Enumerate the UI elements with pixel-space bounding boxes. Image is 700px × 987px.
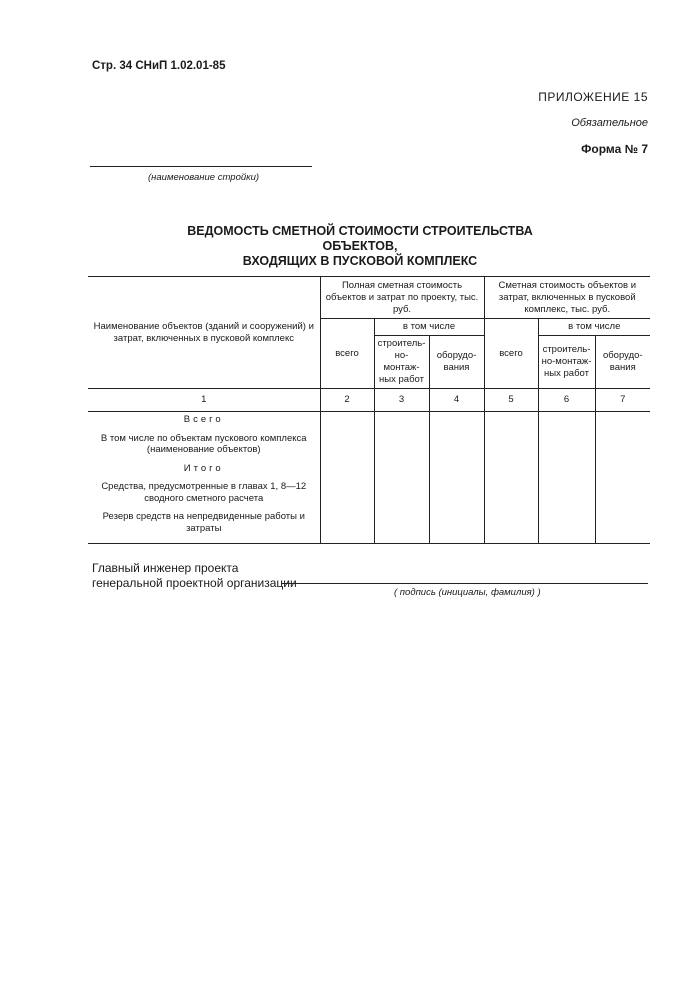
column-number: 1 — [88, 389, 320, 412]
col-header-total-2: всего — [484, 319, 538, 389]
col-header-name: Наименование объектов (зданий и сооружений) и затрат, включенных в пусковой комплекс — [88, 277, 320, 389]
col-header-complex-cost: Сметная стоимость объектов и затрат, включенных в пусковой комплекс, тыс. руб. — [484, 277, 650, 319]
signer-line-2: генеральной проектной организации — [92, 576, 297, 590]
col-header-construction-2: строитель-но-монтаж-ных работ — [538, 336, 595, 389]
col-header-including-1: в том числе — [374, 319, 484, 336]
value-cell — [484, 412, 538, 544]
appendix-label: ПРИЛОЖЕНИЕ 15 — [538, 90, 648, 104]
signer-title — [92, 561, 297, 591]
title-line-1: ВЕДОМОСТЬ СМЕТНОЙ СТОИМОСТИ СТРОИТЕЛЬСТВА ОБЪЕКТОВ, — [187, 224, 533, 253]
row-label-total: Всего — [183, 414, 224, 425]
value-cell — [374, 412, 429, 544]
column-number: 2 — [320, 389, 374, 412]
col-header-equipment-1: оборудо-вания — [429, 336, 484, 389]
column-number: 3 — [374, 389, 429, 412]
col-header-total-1: всего — [320, 319, 374, 389]
column-number: 7 — [595, 389, 650, 412]
column-number: 5 — [484, 389, 538, 412]
document-title — [150, 224, 570, 269]
col-header-equipment-2: оборудо-вания — [595, 336, 650, 389]
col-header-construction-1: строитель-но-монтаж-ных работ — [374, 336, 429, 389]
col-header-including-2: в том числе — [538, 319, 650, 336]
mandatory-label: Обязательное — [571, 117, 648, 129]
column-number: 4 — [429, 389, 484, 412]
column-number: 6 — [538, 389, 595, 412]
row-label-chapter-funds: Средства, предусмотренные в главах 1, 8—12 сводного сметного расчета — [101, 481, 307, 504]
form-number: Форма № 7 — [581, 142, 648, 156]
value-cell — [320, 412, 374, 544]
site-name-line — [90, 166, 312, 167]
value-cell — [595, 412, 650, 544]
signer-line-1: Главный инженер проекта — [92, 561, 239, 575]
signature-caption: ( подпись (инициалы, фамилия) ) — [394, 587, 541, 598]
row-label-reserve: Резерв средств на непредвиденные работы и затраты — [102, 511, 305, 534]
cost-statement-table — [88, 276, 650, 544]
value-cell — [538, 412, 595, 544]
row-label-subtotal: Итого — [183, 462, 224, 474]
signature-line — [282, 583, 648, 584]
page-reference: Стр. 34 СНиП 1.02.01-85 — [92, 60, 226, 72]
row-labels-cell — [88, 412, 320, 544]
col-header-full-cost: Полная сметная стоимость объектов и затрат по проекту, тыс. руб. — [320, 277, 484, 319]
title-line-2: ВХОДЯЩИХ В ПУСКОВОЙ КОМПЛЕКС — [242, 254, 478, 268]
value-cell — [429, 412, 484, 544]
row-label-by-objects: В том числе по объектам пускового комплекса (наименование объектов) — [100, 432, 307, 455]
site-name-caption: (наименование стройки) — [148, 172, 260, 183]
